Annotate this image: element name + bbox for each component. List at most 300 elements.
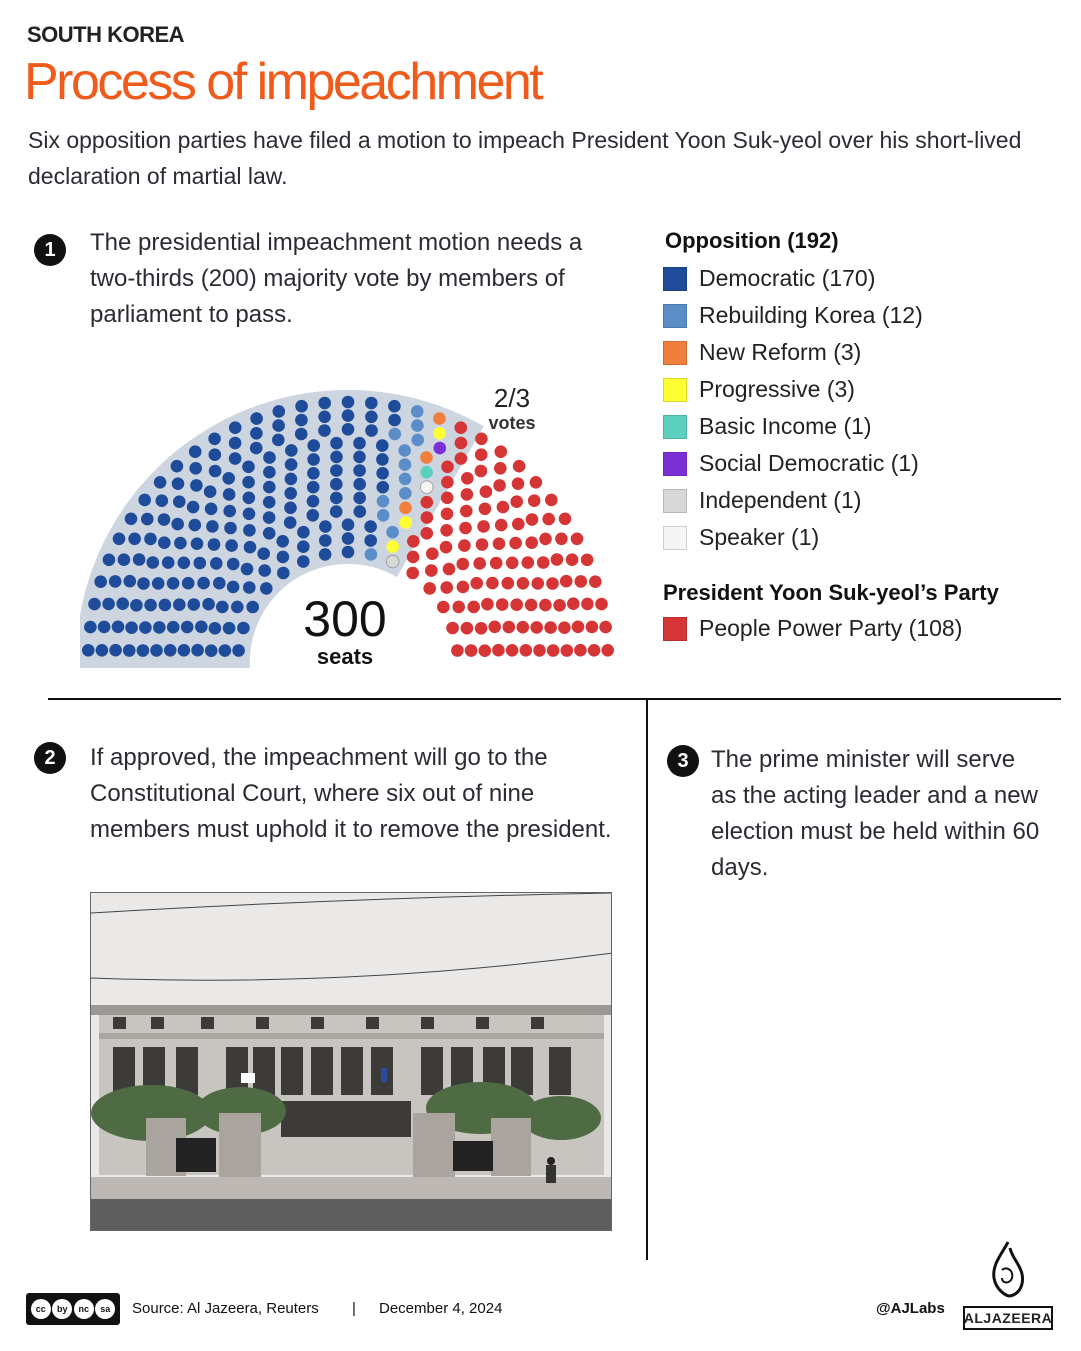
seat-dot bbox=[407, 551, 420, 564]
seat-dot bbox=[421, 496, 434, 509]
seat-dot bbox=[123, 644, 136, 657]
legend-swatch bbox=[663, 617, 687, 641]
seat-dot bbox=[530, 476, 543, 489]
legend-item-rebuilding-korea bbox=[663, 297, 1073, 334]
seat-dot bbox=[250, 412, 263, 425]
seat-dot bbox=[465, 644, 478, 657]
seat-dot bbox=[246, 601, 259, 614]
seat-dot bbox=[561, 644, 574, 657]
seat-dot bbox=[102, 598, 115, 611]
legend-item-basic-income bbox=[663, 408, 1073, 445]
cc-by-icon: by bbox=[52, 1299, 72, 1319]
seat-dot bbox=[532, 577, 545, 590]
cc-sa-icon: sa bbox=[95, 1299, 115, 1319]
seat-dot bbox=[537, 556, 550, 569]
seat-dot bbox=[440, 541, 453, 554]
seat-dot bbox=[342, 518, 355, 531]
seat-dot bbox=[156, 494, 169, 507]
seat-dot bbox=[204, 485, 217, 498]
seat-dot bbox=[277, 567, 290, 580]
legend-swatch bbox=[663, 378, 687, 402]
seat-dot bbox=[137, 644, 150, 657]
seat-dot bbox=[128, 533, 141, 546]
seat-dot bbox=[277, 551, 290, 564]
seat-dot bbox=[342, 532, 355, 545]
seat-dot bbox=[250, 442, 263, 455]
seat-dot bbox=[82, 644, 95, 657]
seat-dot bbox=[96, 644, 109, 657]
seat-dot bbox=[441, 476, 454, 489]
seat-dot bbox=[187, 501, 200, 514]
seat-dot bbox=[567, 597, 580, 610]
legend-item-progressive bbox=[663, 371, 1073, 408]
seat-dot bbox=[479, 644, 492, 657]
seat-dot bbox=[167, 621, 180, 634]
seat-dot bbox=[243, 581, 256, 594]
legend-item-social-democratic bbox=[663, 445, 1073, 482]
footer-separator: | bbox=[352, 1300, 356, 1317]
page-title: Process of impeachment bbox=[24, 53, 542, 111]
seat-dot bbox=[520, 644, 533, 657]
seat-dot bbox=[257, 547, 270, 560]
seat-dot bbox=[495, 519, 508, 532]
seat-dot bbox=[197, 577, 210, 590]
seat-dot bbox=[98, 621, 111, 634]
seat-dot bbox=[137, 577, 150, 590]
legend-swatch bbox=[663, 415, 687, 439]
seat-dot bbox=[502, 577, 515, 590]
seat-dot bbox=[125, 513, 138, 526]
seat-dot bbox=[191, 537, 204, 550]
seat-dot bbox=[433, 427, 446, 440]
seat-dot bbox=[399, 473, 412, 486]
seat-dot bbox=[354, 505, 367, 518]
total-seats-number: 300 bbox=[303, 591, 387, 647]
seat-dot bbox=[194, 557, 207, 570]
seat-dot bbox=[451, 644, 464, 657]
seat-dot bbox=[219, 644, 232, 657]
legend-item-people-power-party bbox=[663, 610, 1073, 647]
seat-dot bbox=[353, 464, 366, 477]
seat-dot bbox=[260, 582, 273, 595]
seat-dot bbox=[399, 487, 412, 500]
seat-dot bbox=[154, 476, 167, 489]
seat-dot bbox=[171, 460, 184, 473]
seat-dot bbox=[272, 434, 285, 447]
seat-dot bbox=[243, 524, 256, 537]
seat-dot bbox=[376, 467, 389, 480]
total-seats-label: seats bbox=[316, 644, 374, 669]
seat-dot bbox=[517, 621, 530, 634]
seat-dot bbox=[297, 540, 310, 553]
seat-dot bbox=[232, 644, 245, 657]
legend-label: Democratic (170) bbox=[699, 265, 876, 291]
seat-dot bbox=[457, 581, 470, 594]
seat-dot bbox=[113, 533, 126, 546]
seat-dot bbox=[84, 621, 97, 634]
seat-dot bbox=[191, 644, 204, 657]
seat-dot bbox=[544, 621, 557, 634]
seat-dot bbox=[116, 597, 129, 610]
legend-group-ruling: President Yoon Suk-yeol’s Party bbox=[663, 580, 999, 605]
seat-dot bbox=[158, 513, 171, 526]
seat-dot bbox=[141, 513, 154, 526]
seat-dot bbox=[188, 598, 201, 611]
seat-dot bbox=[433, 412, 446, 425]
seat-dot bbox=[307, 495, 320, 508]
seat-dot bbox=[190, 479, 203, 492]
seat-dot bbox=[330, 464, 343, 477]
legend-swatch bbox=[663, 341, 687, 365]
handle-text: @AJLabs bbox=[876, 1300, 945, 1317]
seat-dot bbox=[545, 494, 558, 507]
seat-dot bbox=[506, 644, 519, 657]
seat-dot bbox=[241, 563, 254, 576]
seat-dot bbox=[365, 424, 378, 437]
seat-dot bbox=[488, 621, 501, 634]
seat-dot bbox=[386, 526, 399, 539]
seat-dot bbox=[458, 539, 471, 552]
seat-dot bbox=[223, 622, 236, 635]
seat-dot bbox=[493, 479, 506, 492]
seat-dot bbox=[475, 433, 488, 446]
seat-dot bbox=[441, 508, 454, 521]
seat-dot bbox=[225, 539, 238, 552]
legend-item-speaker bbox=[663, 519, 1073, 556]
seat-dot bbox=[273, 405, 286, 418]
seat-dot bbox=[476, 538, 489, 551]
cc-nc-icon: nc bbox=[74, 1299, 94, 1319]
seat-dot bbox=[560, 575, 573, 588]
seat-dot bbox=[479, 503, 492, 516]
legend-group-opposition: Opposition (192) bbox=[665, 228, 839, 253]
legend-label: Basic Income (1) bbox=[699, 413, 872, 439]
seat-dot bbox=[365, 411, 378, 424]
seat-dot bbox=[496, 598, 509, 611]
seat-dot bbox=[229, 421, 242, 434]
seat-dot bbox=[224, 522, 237, 535]
seat-dot bbox=[244, 541, 257, 554]
seat-dot bbox=[229, 437, 242, 450]
seat-dot bbox=[242, 476, 255, 489]
legend-swatch bbox=[663, 267, 687, 291]
kicker: SOUTH KOREA bbox=[27, 22, 185, 47]
seat-dot bbox=[231, 601, 244, 614]
seat-dot bbox=[227, 558, 240, 571]
aljazeera-logo: ALJAZEERA bbox=[963, 1306, 1053, 1330]
seat-dot bbox=[138, 494, 151, 507]
seat-dot bbox=[202, 598, 215, 611]
seat-dot bbox=[437, 601, 450, 614]
seat-dot bbox=[547, 644, 560, 657]
seat-dot bbox=[243, 508, 256, 521]
step-3-text: The prime minister will serve as the acting leader and a new election must be held within 60 days. bbox=[711, 746, 1040, 881]
seat-dot bbox=[209, 465, 222, 478]
seat-dot bbox=[130, 599, 143, 612]
seat-dot bbox=[318, 397, 331, 410]
legend-item-independent bbox=[663, 482, 1073, 519]
seat-dot bbox=[206, 520, 219, 533]
seat-dot bbox=[399, 502, 412, 515]
seat-dot bbox=[589, 575, 602, 588]
legend-label: People Power Party (108) bbox=[699, 615, 963, 641]
seat-dot bbox=[441, 461, 454, 474]
seat-dot bbox=[455, 437, 468, 450]
seat-dot bbox=[242, 461, 255, 474]
seat-dot bbox=[353, 437, 366, 450]
seat-dot bbox=[601, 644, 614, 657]
seat-dot bbox=[512, 477, 525, 490]
seat-dot bbox=[330, 451, 343, 464]
seat-dot bbox=[223, 488, 236, 501]
divider-vertical bbox=[646, 700, 648, 1260]
seat-dot bbox=[490, 557, 503, 570]
seat-dot bbox=[284, 487, 297, 500]
legend-label: New Reform (3) bbox=[699, 339, 862, 365]
seat-dot bbox=[250, 427, 263, 440]
source-text: Source: Al Jazeera, Reuters bbox=[132, 1300, 319, 1317]
seat-dot bbox=[425, 564, 438, 577]
step-2-text: If approved, the impeachment will go to the Constitutional Court, where six out of nine members must uphold it to remove the president. bbox=[90, 744, 612, 843]
seat-dot bbox=[386, 540, 399, 553]
seat-dot bbox=[377, 495, 390, 508]
seat-dot bbox=[285, 473, 298, 486]
seat-dot bbox=[588, 644, 601, 657]
seat-dot bbox=[377, 509, 390, 522]
seat-dot bbox=[421, 511, 434, 524]
seat-dot bbox=[118, 553, 131, 566]
seat-dot bbox=[572, 621, 585, 634]
step-2-number-icon: 2 bbox=[34, 742, 66, 774]
legend-label: Rebuilding Korea (12) bbox=[699, 302, 923, 328]
seat-dot bbox=[109, 575, 122, 588]
seat-dot bbox=[353, 451, 366, 464]
seat-dot bbox=[263, 481, 276, 494]
seat-dot bbox=[495, 445, 508, 458]
seat-dot bbox=[263, 451, 276, 464]
seat-dot bbox=[461, 488, 474, 501]
seat-dot bbox=[440, 581, 453, 594]
seat-dot bbox=[513, 460, 526, 473]
seat-dot bbox=[455, 421, 468, 434]
seat-dot bbox=[297, 555, 310, 568]
seat-dot bbox=[494, 462, 507, 475]
seat-dot bbox=[263, 496, 276, 509]
seat-dot bbox=[258, 564, 271, 577]
seat-dot bbox=[492, 644, 505, 657]
seat-dot bbox=[526, 513, 539, 526]
seat-dot bbox=[295, 400, 308, 413]
legend-label: Social Democratic (1) bbox=[699, 450, 919, 476]
seat-dot bbox=[178, 557, 191, 570]
seat-dot bbox=[353, 478, 366, 491]
seat-dot bbox=[510, 598, 523, 611]
seat-dot bbox=[377, 481, 390, 494]
seat-dot bbox=[189, 519, 202, 532]
seat-dot bbox=[555, 533, 568, 546]
seat-dot bbox=[475, 622, 488, 635]
seat-dot bbox=[182, 577, 195, 590]
divider-horizontal bbox=[48, 698, 1061, 700]
seat-dot bbox=[452, 601, 465, 614]
seat-dot bbox=[342, 546, 355, 559]
seat-dot bbox=[284, 502, 297, 515]
seat-dot bbox=[509, 537, 522, 550]
seat-dot bbox=[376, 439, 389, 452]
seat-dot bbox=[542, 513, 555, 526]
seat-dot bbox=[295, 414, 308, 427]
seat-dot bbox=[319, 548, 332, 561]
seat-dot bbox=[181, 621, 194, 634]
seat-dot bbox=[195, 621, 208, 634]
seat-dot bbox=[506, 557, 519, 570]
seat-dot bbox=[423, 582, 436, 595]
legend-label: Progressive (3) bbox=[699, 376, 855, 402]
seat-dot bbox=[133, 553, 146, 566]
seat-dot bbox=[205, 503, 218, 516]
seat-dot bbox=[575, 575, 588, 588]
seat-dot bbox=[406, 567, 419, 580]
seat-dot bbox=[388, 400, 401, 413]
seat-dot bbox=[461, 472, 474, 485]
seat-dot bbox=[481, 598, 494, 611]
creative-commons-license-icon bbox=[26, 1293, 120, 1325]
seat-dot bbox=[486, 577, 499, 590]
seat-dot bbox=[125, 621, 138, 634]
seat-dot bbox=[263, 466, 276, 479]
seat-dot bbox=[88, 598, 101, 611]
aljazeera-calligraphy-logo-icon bbox=[988, 1240, 1028, 1300]
seat-dot bbox=[307, 439, 320, 452]
date-text: December 4, 2024 bbox=[379, 1300, 503, 1317]
seat-dot bbox=[318, 411, 331, 424]
seat-dot bbox=[517, 577, 530, 590]
legend-swatch bbox=[663, 452, 687, 476]
seat-dot bbox=[420, 466, 433, 479]
seat-dot bbox=[295, 428, 308, 441]
seat-dot bbox=[559, 513, 572, 526]
seat-dot bbox=[330, 478, 343, 491]
seat-dot bbox=[162, 556, 175, 569]
seat-dot bbox=[147, 556, 160, 569]
seat-dot bbox=[441, 492, 454, 505]
seat-dot bbox=[153, 621, 166, 634]
constitutional-court-photo bbox=[90, 892, 612, 1231]
seat-dot bbox=[263, 527, 276, 540]
seat-dot bbox=[553, 599, 566, 612]
seat-dot bbox=[210, 557, 223, 570]
seat-dot bbox=[400, 516, 413, 529]
seat-dot bbox=[551, 553, 564, 566]
subtitle: Six opposition parties have filed a motion to impeach President Yoon Suk-yeol over his short-lived declaration of martial law. bbox=[28, 127, 1022, 189]
seat-dot bbox=[467, 601, 480, 614]
seat-dot bbox=[330, 492, 343, 505]
seat-dot bbox=[205, 644, 218, 657]
seat-dot bbox=[512, 518, 525, 531]
seat-dot bbox=[284, 516, 297, 529]
seat-dot bbox=[285, 458, 298, 471]
seat-dot bbox=[213, 577, 226, 590]
seat-dot bbox=[330, 505, 343, 518]
seat-dot bbox=[222, 472, 235, 485]
seat-dot bbox=[209, 448, 222, 461]
cc-icon: cc bbox=[31, 1299, 51, 1319]
seat-dot bbox=[365, 548, 378, 561]
seat-dot bbox=[342, 396, 355, 409]
seat-dot bbox=[411, 419, 424, 432]
seat-dot bbox=[124, 575, 137, 588]
seat-dot bbox=[558, 621, 571, 634]
seat-dot bbox=[434, 442, 447, 455]
seat-dot bbox=[263, 511, 276, 524]
seat-dot bbox=[272, 419, 285, 432]
seat-dot bbox=[574, 644, 587, 657]
seat-dot bbox=[503, 621, 516, 634]
seat-dot bbox=[237, 622, 250, 635]
seat-dot bbox=[285, 444, 298, 457]
step-3-number-icon: 3 bbox=[667, 745, 699, 777]
seat-dot bbox=[209, 622, 222, 635]
seat-dot bbox=[319, 520, 332, 533]
seat-dot bbox=[595, 598, 608, 611]
seat-dot bbox=[446, 622, 459, 635]
threshold-label: 2/3 bbox=[493, 383, 531, 413]
legend-swatch bbox=[663, 304, 687, 328]
seat-dot bbox=[457, 558, 470, 571]
seat-dot bbox=[144, 599, 157, 612]
seat-dot bbox=[525, 599, 538, 612]
seat-dot bbox=[307, 481, 320, 494]
seat-dot bbox=[566, 553, 579, 566]
seat-dot bbox=[223, 505, 236, 518]
seat-dot bbox=[528, 494, 541, 507]
seat-dot bbox=[229, 452, 242, 465]
legend-item-democratic bbox=[663, 260, 1073, 297]
seat-dot bbox=[152, 577, 165, 590]
seat-dot bbox=[171, 518, 184, 531]
seat-dot bbox=[307, 467, 320, 480]
seat-dot bbox=[421, 527, 434, 540]
seat-dot bbox=[581, 554, 594, 567]
seat-dot bbox=[510, 495, 523, 508]
seat-dot bbox=[330, 437, 343, 450]
seat-dot bbox=[173, 495, 186, 508]
legend-swatch bbox=[663, 489, 687, 513]
seat-dot bbox=[342, 423, 355, 436]
seat-dot bbox=[297, 526, 310, 539]
seat-dot bbox=[411, 405, 424, 418]
seat-dot bbox=[426, 547, 439, 560]
seat-dot bbox=[539, 599, 552, 612]
seat-dot bbox=[470, 577, 483, 590]
seat-dot bbox=[112, 621, 125, 634]
seat-dot bbox=[208, 433, 221, 446]
seat-dot bbox=[475, 465, 488, 478]
legend-swatch bbox=[663, 526, 687, 550]
seat-dot bbox=[353, 492, 366, 505]
seat-dot bbox=[539, 533, 552, 546]
seat-dot bbox=[571, 533, 584, 546]
seat-dot bbox=[525, 536, 538, 549]
seat-dot bbox=[216, 601, 229, 614]
seat-dot bbox=[461, 622, 474, 635]
seat-dot bbox=[164, 644, 177, 657]
seat-dot bbox=[208, 538, 221, 551]
seat-dot bbox=[150, 644, 163, 657]
threshold-sublabel: votes bbox=[488, 413, 536, 433]
seat-dot bbox=[167, 577, 180, 590]
seat-dot bbox=[581, 598, 594, 611]
